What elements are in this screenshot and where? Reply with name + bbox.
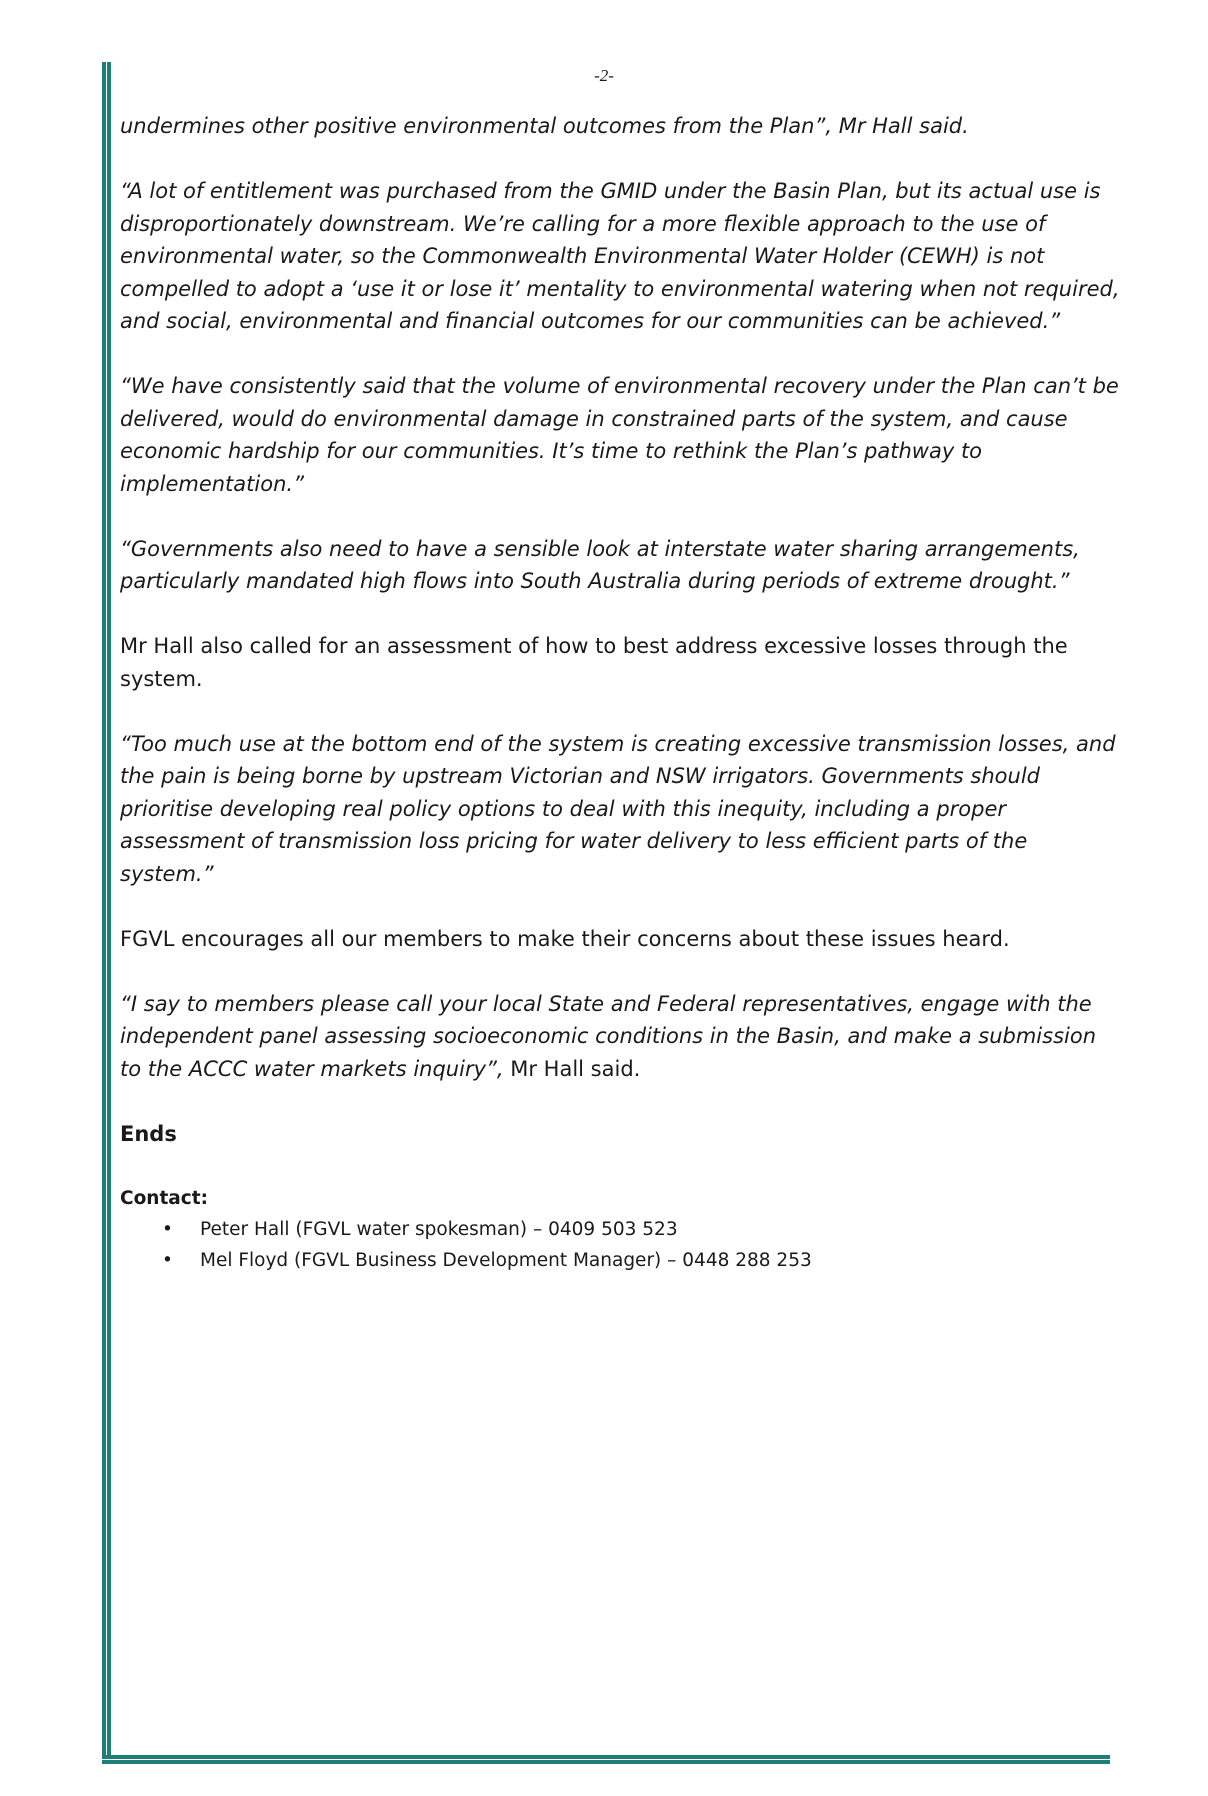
contact-item [120,1245,1120,1276]
contact-item-text: Peter Hall (FGVL water spokesman) – 0409 503 523 [200,1218,678,1240]
bullet-icon: • [162,1218,173,1240]
contact-list [120,1214,1120,1276]
quote-paragraph-continued: undermines other positive environmental outcomes from the Plan”, Mr Hall said. [120,114,969,138]
quote-paragraph-transmission: “Too much use at the bottom end of the system is creating excessive transmission losses, and the pain is being borne by upstream Victorian and NSW irrigators. Governments should prioritise developing real policy options to deal with this inequity, including a proper assessment of transmission loss pricing for water delivery to less efficient parts of the system.” [120,731,1116,886]
contact-item-text: Mel Floyd (FGVL Business Development Manager) – 0448 288 253 [200,1249,812,1271]
quote-paragraph-interstate: “Governments also need to have a sensible look at interstate water sharing arrangements, particularly mandated high flows into South Australia during periods of extreme drought.” [120,536,1080,593]
document-body [120,110,1120,1276]
bullet-icon: • [162,1249,173,1271]
contact-label: Contact: [120,1187,208,1209]
paragraph-losses: Mr Hall also called for an assessment of how to best address excessive losses through the system. [120,634,1068,691]
quote-paragraph-entitlement: “A lot of entitlement was purchased from the GMID under the Basin Plan, but its actual use is disproportionately downstream. We’re calling for a more flexible approach to the use of environmental water, so the Commonwealth Environmental Water Holder (CEWH) is not compelled to adopt a ‘use it or lose it’ mentality to environmental watering when not required, and social, environmental and financial outcomes for our communities can be achieved.” [120,179,1120,333]
page-border-left [102,62,111,1764]
ends-marker: Ends [120,1121,177,1146]
page-number: -2- [594,66,614,85]
call-to-action-quote: “I say to members please call your local State and Federal representatives, engage with the independent panel assessing socioeconomic conditions in the Basin, and make a submission to the ACCC water markets inquiry”, [120,991,1096,1081]
quote-paragraph-call-to-action [120,988,1120,1086]
quote-paragraph-recovery: “We have consistently said that the volume of environmental recovery under the Plan can’t be delivered, would do environmental damage in constrained parts of the system, and cause economic hardship for our communities. It’s time to rethink the Plan’s pathway to implementation.” [120,374,1119,496]
paragraph-members: FGVL encourages all our members to make their concerns about these issues heard. [120,926,1010,951]
page-border-bottom [102,1755,1110,1764]
call-to-action-attribution: Mr Hall said. [503,1056,641,1081]
contact-item [120,1214,1120,1245]
